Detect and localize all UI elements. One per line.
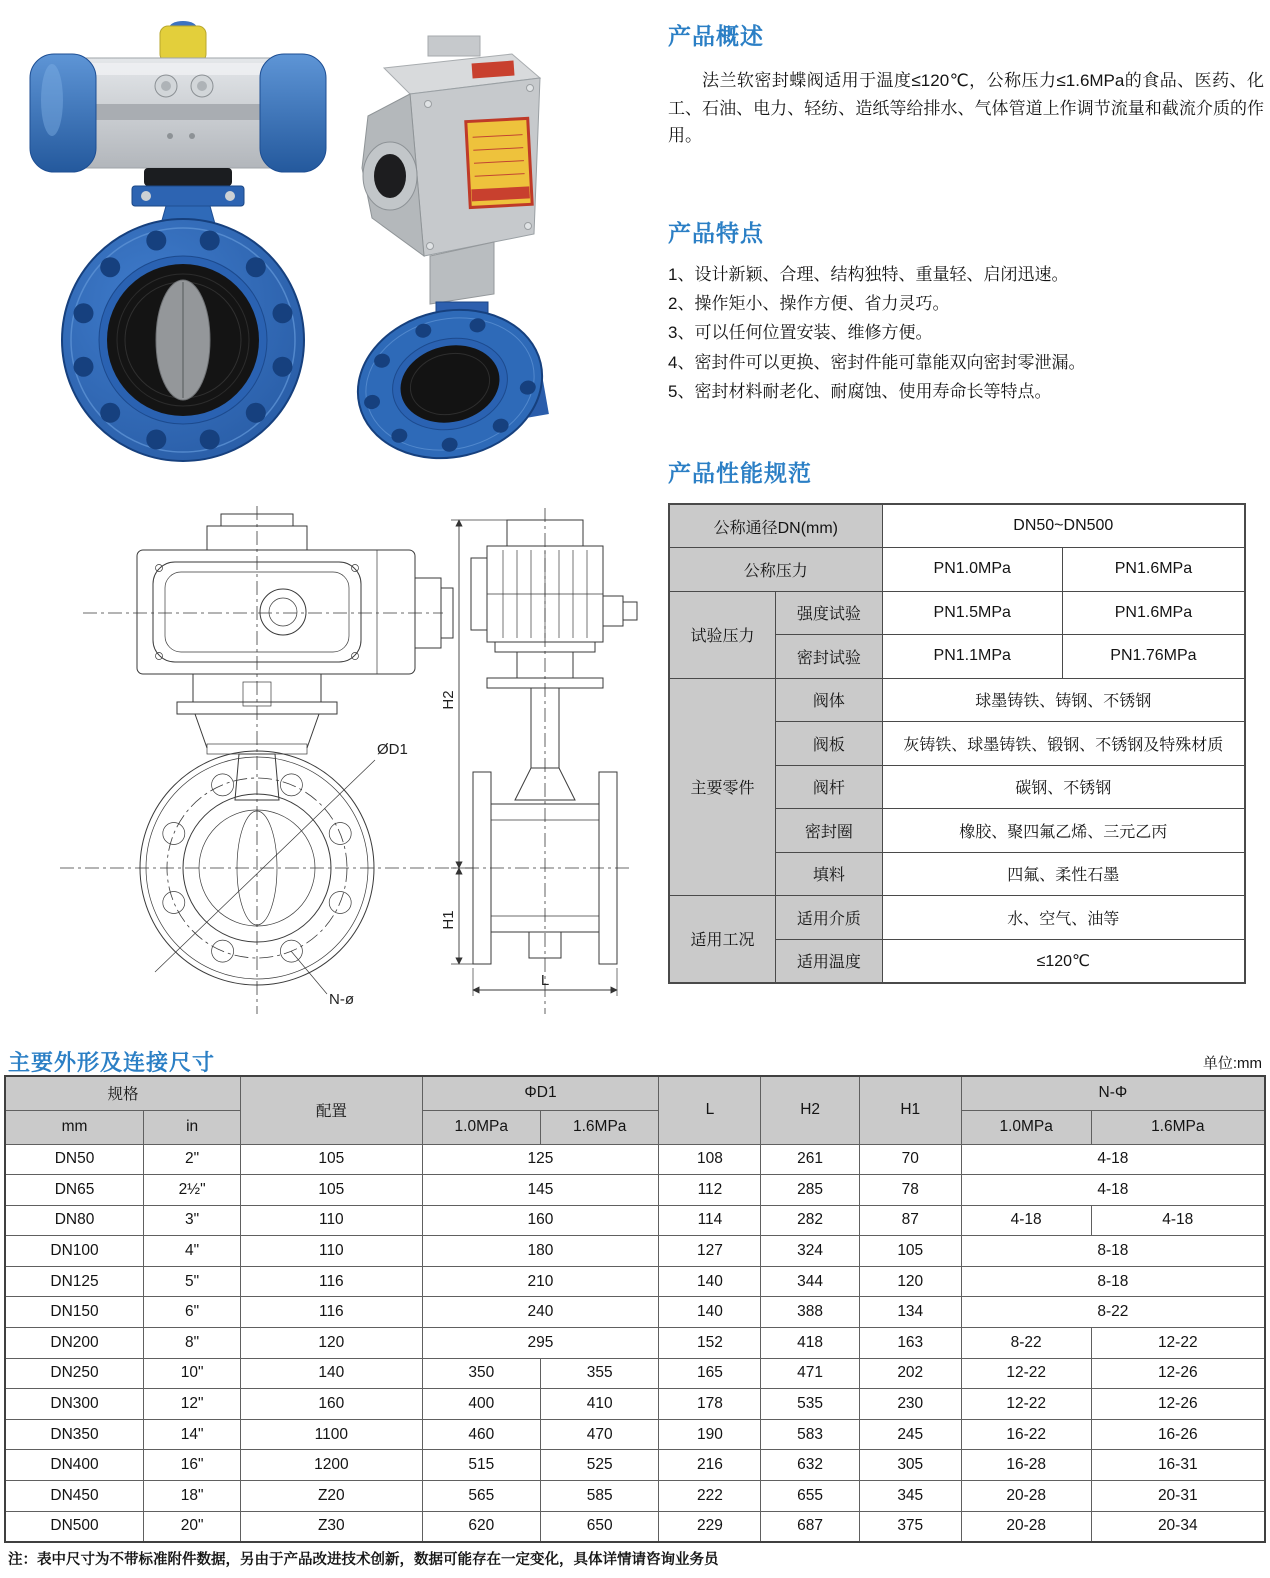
dim-cell: 229	[659, 1511, 761, 1542]
dim-cell: 12-26	[1091, 1358, 1265, 1389]
actuator-end-cap-left	[30, 54, 96, 172]
technical-drawing-side-view	[440, 508, 637, 1014]
dim-cell: 20-28	[961, 1481, 1091, 1512]
dim-cell: 400	[422, 1389, 540, 1420]
dim-cell: 410	[540, 1389, 658, 1420]
unit-label: 单位:mm	[1202, 1055, 1262, 1072]
dim-cell: 6"	[144, 1297, 241, 1328]
dim-cell: 4"	[144, 1236, 241, 1267]
header-d1-p16: 1.6MPa	[540, 1110, 658, 1144]
dim-cell: 565	[422, 1481, 540, 1512]
dim-cell: 140	[241, 1358, 422, 1389]
dim-cell: 388	[761, 1297, 859, 1328]
dim-cell: 620	[422, 1511, 540, 1542]
dim-cell: 20-31	[1091, 1481, 1265, 1512]
dim-cell: 20"	[144, 1511, 241, 1542]
dim-cell: 14"	[144, 1419, 241, 1450]
dim-cell: 222	[659, 1481, 761, 1512]
dim-cell: 515	[422, 1450, 540, 1481]
photo-electric-butterfly-valve	[332, 28, 572, 460]
red-tag	[472, 61, 515, 79]
dim-cell: 4-18	[961, 1205, 1091, 1236]
dim-cell: 110	[241, 1236, 422, 1267]
dim-cell: 240	[422, 1297, 659, 1328]
spec-value-cell: 球墨铸铁、铸钢、不锈钢	[882, 678, 1245, 722]
dim-cell: 20-34	[1091, 1511, 1265, 1542]
dim-cell: 125	[422, 1144, 659, 1175]
spec-value-cell: DN50~DN500	[882, 504, 1245, 548]
header-l: L	[659, 1076, 761, 1144]
dim-cell: 216	[659, 1450, 761, 1481]
dim-cell: 78	[859, 1175, 961, 1206]
dim-cell: 178	[659, 1389, 761, 1420]
features-section	[668, 215, 1264, 406]
dim-cell: 116	[241, 1297, 422, 1328]
bolt-center	[161, 81, 171, 91]
table-row	[669, 591, 1245, 635]
dim-cell: DN150	[5, 1297, 144, 1328]
feature-item: 1、设计新颖、合理、结构独特、重量轻、启闭迅速。	[668, 265, 1069, 284]
spec-title: 产品性能规范	[668, 460, 812, 486]
dim-cell: 140	[659, 1297, 761, 1328]
spec-value-cell: 橡胶、聚四氟乙烯、三元乙丙	[882, 809, 1245, 853]
dim-cell: 295	[422, 1328, 659, 1359]
spec-label-cell: 阀杆	[776, 765, 883, 809]
dim-cell: 535	[761, 1389, 859, 1420]
limit-switch-cap	[160, 26, 206, 62]
dim-cell: 105	[241, 1144, 422, 1175]
mount-bolt	[141, 191, 151, 201]
header-in: in	[144, 1110, 241, 1144]
dim-cell: 655	[761, 1481, 859, 1512]
spec-value-cell: 碳钢、不锈钢	[882, 765, 1245, 809]
mount-bolt	[225, 191, 235, 201]
dim-cell: 230	[859, 1389, 961, 1420]
overview-title: 产品概述	[668, 23, 764, 49]
photo-pneumatic-butterfly-valve	[18, 8, 338, 466]
spec-label-cell: 阀体	[776, 678, 883, 722]
dim-cell: 305	[859, 1450, 961, 1481]
spec-group-cell: 适用工况	[669, 896, 776, 983]
dim-cell: 12-22	[1091, 1328, 1265, 1359]
table-row	[5, 1419, 1265, 1450]
spec-value-cell: ≤120℃	[882, 939, 1245, 983]
feature-item: 3、可以任何位置安装、维修方便。	[668, 323, 933, 343]
spec-label-cell: 填料	[776, 852, 883, 896]
spec-label-cell: 公称压力	[669, 548, 882, 592]
table-row	[5, 1511, 1265, 1542]
dim-cell: 165	[659, 1358, 761, 1389]
dim-cell: 8-22	[961, 1328, 1091, 1359]
dim-cell: 112	[659, 1175, 761, 1206]
dims-title: 主要外形及连接尺寸	[8, 1050, 216, 1075]
dim-cell: 114	[659, 1205, 761, 1236]
dim-cell: 8-18	[961, 1236, 1265, 1267]
dim-cell: 152	[659, 1328, 761, 1359]
dim-cell: 632	[761, 1450, 859, 1481]
dim-cell: 120	[859, 1266, 961, 1297]
dim-cell: 2"	[144, 1144, 241, 1175]
performance-spec-table	[668, 503, 1246, 984]
overview-section	[668, 18, 1264, 150]
actuator-top-tab	[428, 36, 480, 56]
table-row	[5, 1450, 1265, 1481]
dim-cell: 180	[422, 1236, 659, 1267]
header-h1: H1	[859, 1076, 961, 1144]
cap-highlight	[41, 64, 63, 136]
table-header-row	[5, 1076, 1265, 1110]
dim-cell: DN350	[5, 1419, 144, 1450]
feature-item: 5、密封材料耐老化、耐腐蚀、使用寿命长等特点。	[668, 381, 1052, 401]
table-row	[5, 1481, 1265, 1512]
header-h2: H2	[761, 1076, 859, 1144]
dim-label-h1: H1	[440, 910, 457, 930]
table-row	[5, 1144, 1265, 1175]
spec-value-cell: PN1.0MPa	[882, 548, 1062, 592]
dim-cell: 87	[859, 1205, 961, 1236]
dim-cell: 687	[761, 1511, 859, 1542]
dim-cell: 470	[540, 1419, 658, 1450]
barrel-band	[64, 104, 292, 120]
feature-item: 2、操作矩小、操作方便、省力灵巧。	[668, 294, 950, 314]
dim-cell: 105	[241, 1175, 422, 1206]
features-title: 产品特点	[668, 220, 764, 246]
dim-cell: 16-31	[1091, 1450, 1265, 1481]
dim-cell: 16-26	[1091, 1419, 1265, 1450]
dim-cell: 585	[540, 1481, 658, 1512]
header-d1-p10: 1.0MPa	[422, 1110, 540, 1144]
header-mm: mm	[5, 1110, 144, 1144]
dim-cell: 525	[540, 1450, 658, 1481]
dim-cell: 202	[859, 1358, 961, 1389]
header-config: 配置	[241, 1076, 422, 1144]
header-spec-group: 规格	[5, 1076, 241, 1110]
bolt-center	[197, 81, 207, 91]
dim-cell: 160	[241, 1389, 422, 1420]
spec-label-cell: 强度试验	[776, 591, 883, 635]
dim-cell: 8-22	[961, 1297, 1265, 1328]
dim-cell: 285	[761, 1175, 859, 1206]
dim-cell: DN50	[5, 1144, 144, 1175]
flange-disc	[343, 292, 557, 460]
dim-cell: 16-28	[961, 1450, 1091, 1481]
table-row	[669, 896, 1245, 940]
dim-cell: 16"	[144, 1450, 241, 1481]
dim-cell: 650	[540, 1511, 658, 1542]
nameplate-label	[466, 118, 532, 207]
spec-value-cell: 灰铸铁、球墨铸铁、锻钢、不锈钢及特殊材质	[882, 722, 1245, 766]
spec-value-cell: PN1.1MPa	[882, 635, 1062, 679]
dim-cell: 345	[859, 1481, 961, 1512]
dim-cell: 583	[761, 1419, 859, 1450]
dim-cell: 12-22	[961, 1389, 1091, 1420]
dim-cell: 4-18	[1091, 1205, 1265, 1236]
dim-label-d1: ØD1	[377, 741, 408, 758]
dim-cell: 163	[859, 1328, 961, 1359]
dim-cell: 70	[859, 1144, 961, 1175]
dim-cell: DN125	[5, 1266, 144, 1297]
barrel-highlight	[70, 63, 286, 75]
overview-body: 法兰软密封蝶阀适用于温度≤120℃，公称压力≤1.6MPa的食品、医药、化工、石油、电力、轻纺、造纸等给排水、气体管道上作调节流量和截流介质的作用。	[668, 71, 1264, 146]
header-n-p10: 1.0MPa	[961, 1110, 1091, 1144]
spec-group-cell: 主要零件	[669, 678, 776, 896]
dim-cell: 261	[761, 1144, 859, 1175]
dim-cell: 460	[422, 1419, 540, 1450]
screw	[527, 85, 534, 92]
spec-label-cell: 适用介质	[776, 896, 883, 940]
dim-cell: 190	[659, 1419, 761, 1450]
dim-cell: 127	[659, 1236, 761, 1267]
table-row	[5, 1389, 1265, 1420]
table-row	[669, 504, 1245, 548]
indicator-knob	[374, 154, 406, 198]
dim-cell: DN200	[5, 1328, 144, 1359]
table-row	[669, 678, 1245, 722]
dim-cell: DN300	[5, 1389, 144, 1420]
dim-cell: 344	[761, 1266, 859, 1297]
dim-cell: 108	[659, 1144, 761, 1175]
spec-label-cell: 阀板	[776, 722, 883, 766]
footnote: 注：表中尺寸为不带标准附件数据，另由于产品改进技术创新，数据可能存在一定变化，具体详情请咨询业务员	[8, 1552, 719, 1568]
spec-value-cell: PN1.5MPa	[882, 591, 1062, 635]
table-row	[5, 1205, 1265, 1236]
dim-cell: 140	[659, 1266, 761, 1297]
technical-drawing-front-view	[60, 506, 457, 1014]
screw	[525, 223, 532, 230]
dim-cell: 245	[859, 1419, 961, 1450]
dim-cell: Z20	[241, 1481, 422, 1512]
header-d1-group: ΦD1	[422, 1076, 659, 1110]
dim-cell: 471	[761, 1358, 859, 1389]
pneumatic-actuator	[30, 21, 326, 172]
table-row	[5, 1297, 1265, 1328]
dim-cell: 18"	[144, 1481, 241, 1512]
dim-cell: 4-18	[961, 1175, 1265, 1206]
dim-cell: 210	[422, 1266, 659, 1297]
dim-cell: 145	[422, 1175, 659, 1206]
table-row	[669, 548, 1245, 592]
dim-cell: 1100	[241, 1419, 422, 1450]
dim-cell: 2½"	[144, 1175, 241, 1206]
dim-cell: DN500	[5, 1511, 144, 1542]
table-row	[5, 1358, 1265, 1389]
dim-cell: 3"	[144, 1205, 241, 1236]
dim-cell: 12-26	[1091, 1389, 1265, 1420]
dim-label-l: L	[540, 972, 550, 989]
header-n-p16: 1.6MPa	[1091, 1110, 1265, 1144]
dim-cell: 160	[422, 1205, 659, 1236]
table-row	[5, 1236, 1265, 1267]
dim-cell: 12"	[144, 1389, 241, 1420]
feature-item: 4、密封件可以更换、密封件能可靠能双向密封零泄漏。	[668, 352, 1086, 372]
vent-hole	[167, 133, 173, 139]
dim-cell: 350	[422, 1358, 540, 1389]
dim-cell: DN80	[5, 1205, 144, 1236]
coupling-collar	[144, 168, 232, 186]
spec-group-cell: 试验压力	[669, 591, 776, 678]
dim-label-h2: H2	[440, 690, 457, 710]
spec-value-cell: PN1.6MPa	[1062, 548, 1245, 592]
spec-value-cell: 水、空气、油等	[882, 896, 1245, 940]
table-row	[5, 1266, 1265, 1297]
dim-cell: 418	[761, 1328, 859, 1359]
spec-value-cell: PN1.76MPa	[1062, 635, 1245, 679]
table-row	[5, 1328, 1265, 1359]
vent-hole	[189, 133, 195, 139]
dim-cell: 134	[859, 1297, 961, 1328]
spec-label-cell: 公称通径DN(mm)	[669, 504, 882, 548]
dim-cell: 110	[241, 1205, 422, 1236]
spec-label-cell: 密封圈	[776, 809, 883, 853]
dim-cell: 375	[859, 1511, 961, 1542]
technical-drawing	[25, 500, 650, 1020]
actuator-end-cap-right	[260, 54, 326, 172]
header-n-group: N-Φ	[961, 1076, 1265, 1110]
electric-actuator	[362, 36, 540, 256]
screw	[425, 101, 432, 108]
dim-cell: 12-22	[961, 1358, 1091, 1389]
dim-label-n-holes: N-ø	[329, 991, 354, 1008]
screw	[427, 243, 434, 250]
dim-cell: 324	[761, 1236, 859, 1267]
dim-cell: 1200	[241, 1450, 422, 1481]
dim-cell: 4-18	[961, 1144, 1265, 1175]
dim-cell: 355	[540, 1358, 658, 1389]
dim-cell: 116	[241, 1266, 422, 1297]
dim-cell: 20-28	[961, 1511, 1091, 1542]
spec-label-cell: 密封试验	[776, 635, 883, 679]
dim-cell: DN250	[5, 1358, 144, 1389]
spec-value-cell: 四氟、柔性石墨	[882, 852, 1245, 896]
dim-cell: DN65	[5, 1175, 144, 1206]
dim-cell: 105	[859, 1236, 961, 1267]
dim-cell: 8"	[144, 1328, 241, 1359]
dim-cell: Z30	[241, 1511, 422, 1542]
valve-body-front	[62, 168, 304, 461]
valve-body-angled	[343, 242, 557, 460]
dim-cell: 8-18	[961, 1266, 1265, 1297]
dim-cell: 282	[761, 1205, 859, 1236]
dim-cell: 120	[241, 1328, 422, 1359]
dim-cell: DN400	[5, 1450, 144, 1481]
dim-cell: DN450	[5, 1481, 144, 1512]
table-header-row	[5, 1110, 1265, 1144]
table-row	[5, 1175, 1265, 1206]
dimensions-table	[4, 1075, 1266, 1543]
dim-cell: 16-22	[961, 1419, 1091, 1450]
spec-value-cell: PN1.6MPa	[1062, 591, 1245, 635]
dim-cell: 5"	[144, 1266, 241, 1297]
dim-cell: 10"	[144, 1358, 241, 1389]
dim-cell: DN100	[5, 1236, 144, 1267]
spec-label-cell: 适用温度	[776, 939, 883, 983]
